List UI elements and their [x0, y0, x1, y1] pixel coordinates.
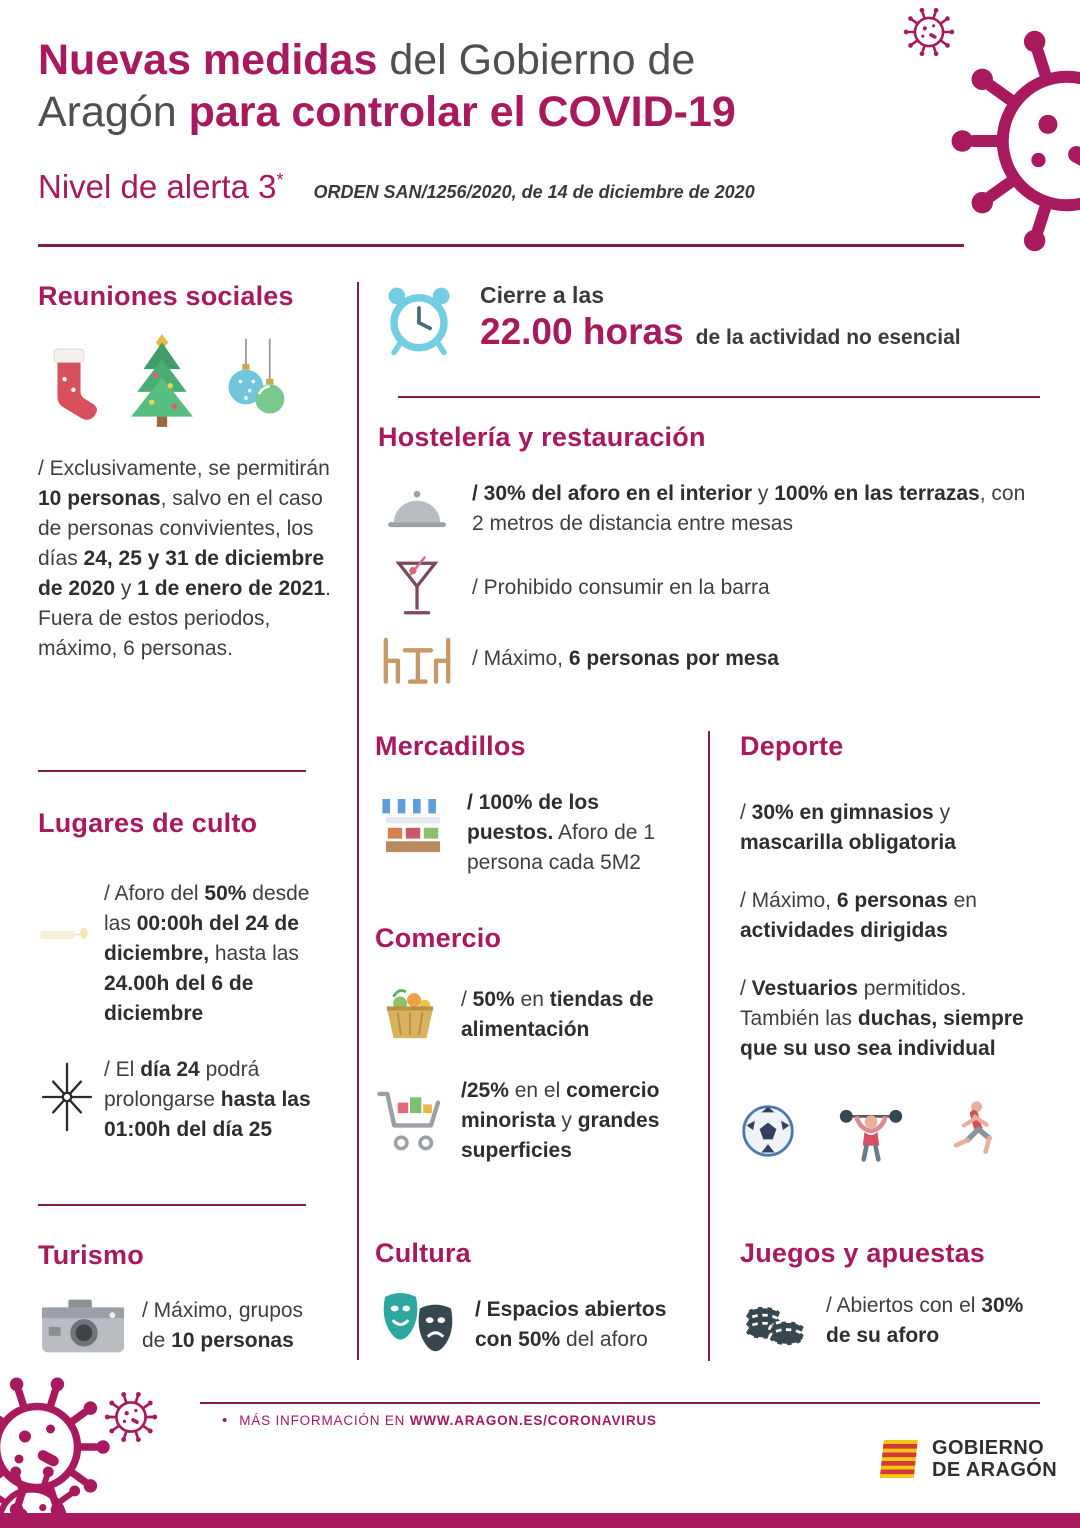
section-turismo: [38, 1240, 340, 1357]
footer-info-url: WWW.ARAGON.ES/CORONAVIRUS: [409, 1413, 657, 1428]
section-title: Hostelería y restauración: [378, 422, 706, 452]
title-accent: Nuevas medidas: [38, 36, 378, 84]
section-juegos-apuestas: [740, 1238, 1052, 1351]
section-title: Deporte: [740, 731, 844, 761]
christmas-icons-row: [38, 330, 332, 430]
section-divider: [38, 770, 306, 772]
section-title: Lugares de culto: [38, 808, 258, 838]
item-text: / Máximo, grupos de 10 personas: [142, 1298, 304, 1352]
column-divider: [708, 731, 710, 1361]
page-title: [38, 34, 878, 139]
runner-icon: [946, 1098, 1000, 1164]
item-text: / 30% del aforo en el interior y 100% en las terrazas, con 2 metros de distancia entre mesas: [472, 482, 1026, 536]
footer-divider: [200, 1402, 1040, 1404]
cocktail-icon: [392, 555, 442, 621]
section-title: Turismo: [38, 1240, 144, 1270]
section-lugares-de-culto: [38, 808, 340, 1145]
section-divider: [398, 396, 1040, 398]
section-title: Mercadillos: [375, 731, 526, 761]
item-text: / Abiertos con el 30% de su aforo: [826, 1294, 1024, 1348]
section-title: Cultura: [375, 1238, 471, 1268]
item-text: /25% en el comercio minorista y grandes superficies: [461, 1079, 660, 1163]
item-text: / Vestuarios permitidos. También las duchas, siempre que su uso sea individual: [740, 977, 1024, 1061]
soccer-ball-icon: [740, 1103, 796, 1159]
footer-info-text: MÁS INFORMACIÓN EN WWW.ARAGON.ES/CORONAVIRUS: [239, 1413, 657, 1428]
title-line-2: Aragón para controlar el COVID-19: [38, 88, 736, 137]
section-cultura: [375, 1238, 693, 1359]
section-title: Juegos y apuestas: [740, 1238, 986, 1268]
poker-chips-icon: [741, 1291, 809, 1351]
sparkle-star-icon: [40, 1059, 94, 1135]
baubles-icon: [224, 334, 288, 430]
cloche-icon: [384, 484, 450, 534]
table-chairs-icon: [378, 633, 456, 685]
bottom-color-bar: [0, 1513, 1080, 1528]
closure-text: [480, 280, 961, 353]
section-title: Reuniones sociales: [38, 281, 294, 311]
header-divider: [38, 244, 964, 247]
alarm-clock-icon: [382, 280, 456, 360]
item-text: / Prohibido consumir en la barra: [472, 576, 770, 600]
title-line-1: Nuevas medidas del Gobierno de: [38, 36, 696, 84]
grocery-basket-icon: [377, 984, 443, 1046]
coronavirus-icon: [948, 22, 1080, 260]
sport-icons-row: [740, 1098, 1042, 1164]
closure-lead: Cierre a las: [480, 282, 605, 308]
theater-masks-icon: [377, 1291, 459, 1359]
item-text: / Espacios abiertos con 50% del aforo: [475, 1297, 667, 1351]
item-text: / El día 24 podrá prolongarse hasta las 01:00h del día 25: [104, 1058, 311, 1142]
market-stall-icon: [377, 794, 449, 858]
section-mercadillos: [375, 731, 687, 878]
bullet-icon: •: [222, 1412, 228, 1429]
section-reuniones-sociales: [38, 281, 332, 664]
logo-text: GOBIERNO DE ARAGÓN: [932, 1437, 1058, 1481]
item-text: / 30% en gimnasios y mascarilla obligatoria: [740, 801, 956, 855]
footer-info: [222, 1412, 657, 1429]
camera-icon: [39, 1295, 127, 1357]
coronavirus-icon: [104, 1390, 158, 1444]
item-text: / 50% en tiendas de alimentación: [461, 987, 654, 1041]
item-text: / 100% de los puestos. Aforo de 1 persona cada 5M2: [467, 791, 655, 875]
weightlifter-icon: [838, 1098, 904, 1164]
gobierno-aragon-logo: [876, 1437, 1057, 1481]
section-divider: [38, 1204, 306, 1206]
section-title: Comercio: [375, 923, 502, 953]
section-comercio: [375, 923, 693, 1166]
order-reference: ORDEN SAN/1256/2020, de 14 de diciembre de 2020: [313, 182, 755, 202]
item-text: / Máximo, 6 personas en actividades dirigidas: [740, 889, 977, 943]
closure-time: 22.00 horas: [480, 311, 684, 352]
candle-icon: [39, 917, 95, 951]
shopping-cart-icon: [375, 1086, 445, 1156]
section-body: / Exclusivamente, se permitirán 10 personas, salvo en el caso de personas convivientes, los días 24, 25 y 31 de diciembre de 2020 y 1 de enero de 2021. Fuera de estos periodos, máximo, 6 personas.: [38, 457, 332, 661]
alert-level: Nivel de alerta 3*: [38, 168, 284, 205]
closure-banner: [382, 280, 1040, 360]
christmas-stocking-icon: [38, 338, 100, 430]
section-hosteleria: [378, 422, 1040, 685]
item-text: / Máximo, 6 personas por mesa: [472, 647, 779, 671]
aragon-flag-icon: [876, 1438, 922, 1480]
column-divider: [357, 282, 359, 1360]
alert-level-row: [38, 168, 755, 206]
item-text: / Aforo del 50% desde las 00:00h del 24 de diciembre, hasta las 24.00h del 6 de diciembre: [104, 882, 310, 1026]
closure-tail: de la actividad no esencial: [695, 326, 961, 349]
christmas-tree-icon: [120, 332, 204, 430]
section-deporte: [740, 731, 1042, 1164]
